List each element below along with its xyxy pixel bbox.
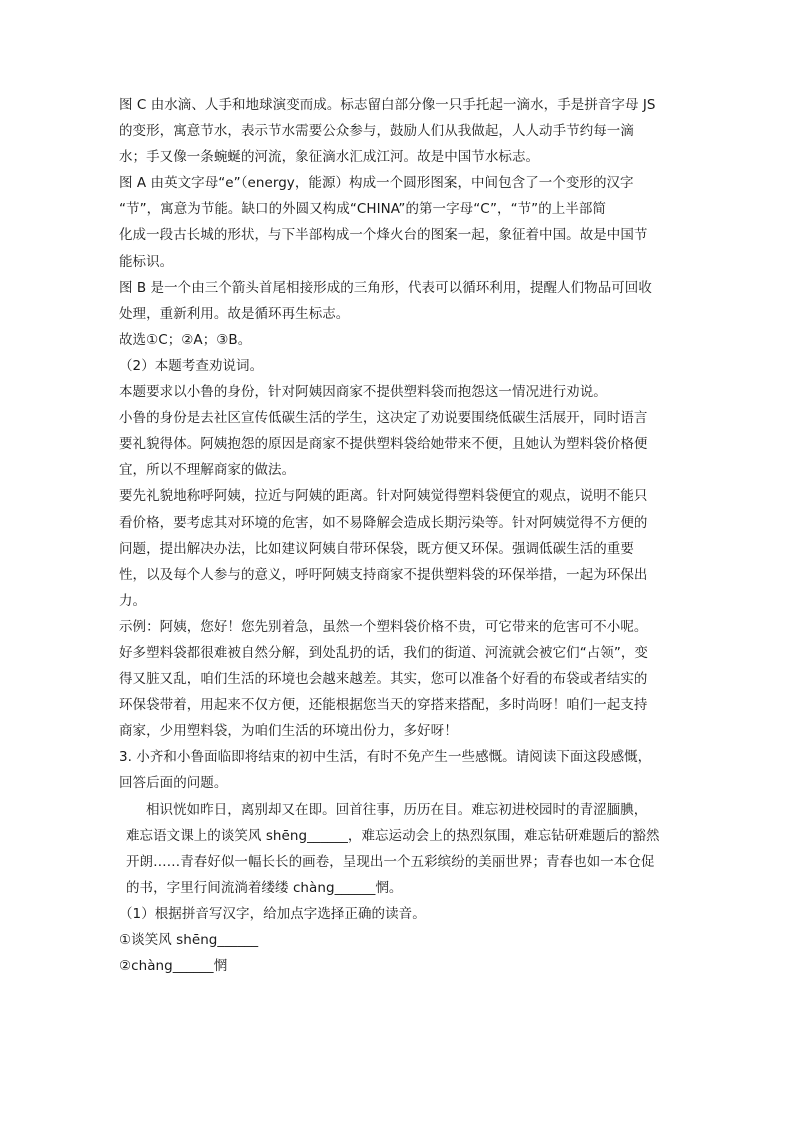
passage-line: 的书，字里行间流淌着缕缕 chàng______惘。: [126, 879, 403, 896]
example-line: 示例：阿姨，您好！您先别着急，虽然一个塑料袋价格不贵，可它带来的危害可不小呢。: [119, 618, 648, 635]
paragraph-line: 要礼貌得体。阿姨抱怨的原因是商家不提供塑料袋给她带来不便，且她认为塑料袋价格便: [119, 436, 648, 453]
paragraph-line: 问题，提出解决办法，比如建议阿姨自带环保袋，既方便又环保。强调低碳生活的重要: [119, 540, 634, 557]
paragraph-line: 要先礼貌地称呼阿姨，拉近与阿姨的距离。针对阿姨觉得塑料袋便宜的观点，说明不能只: [119, 488, 648, 505]
question-heading: （2）本题考查劝说词。: [119, 357, 264, 374]
paragraph-line: 的变形，寓意节水，表示节水需要公众参与，鼓励人们从我做起，人人动手节约每一滴: [119, 123, 634, 140]
paragraph-line: “节”，寓意为节能。缺口的外圆又构成“CHINA”的第一字母“C”，“节”的上半部简: [119, 201, 606, 218]
paragraph-line: 宜，所以不理解商家的做法。: [119, 462, 296, 479]
question-heading: 回答后面的问题。: [119, 775, 228, 792]
passage-line: 开朗……青春好似一幅长长的画卷，呈现出一个五彩缤纷的美丽世界；青春也如一本仓促: [126, 853, 655, 870]
paragraph-line: 力。: [119, 592, 147, 609]
answer-line: 故选①C；②A；③B。: [119, 331, 252, 348]
paragraph-line: 能标识。: [119, 253, 174, 270]
paragraph-line: 性，以及每个人参与的意义，呼吁阿姨支持商家不提供塑料袋的环保举措，一起为环保出: [119, 566, 648, 583]
example-line: 得又脏又乱，咱们生活的环境也会越来越差。其实，您可以准备个好看的布袋或者结实的: [119, 671, 648, 688]
question-heading: （1）根据拼音写汉字，给加点字选择正确的读音。: [119, 905, 426, 922]
paragraph-line: 看价格，要考虑其对环境的危害，如不易降解会造成长期污染等。针对阿姨觉得不方便的: [119, 514, 648, 531]
paragraph-line: 化成一段古长城的形状，与下半部构成一个烽火台的图案一起，象征着中国。故是中国节: [119, 227, 648, 244]
paragraph-line: 图 A 由英文字母“e”（energy，能源）构成一个圆形图案，中间包含了一个变形的汉字: [119, 175, 634, 192]
passage-line: 难忘语文课上的谈笑风 shēng______，难忘运动会上的热烈氛围，难忘钻研难题后的豁然: [126, 827, 660, 844]
paragraph-line: 处理，重新利用。故是循环再生标志。: [119, 305, 350, 322]
paragraph-line: 水；手又像一条蜿蜒的河流，象征滴水汇成江河。故是中国节水标志。: [119, 149, 540, 166]
paragraph-line: 本题要求以小鲁的身份，针对阿姨因商家不提供塑料袋而抱怨这一情况进行劝说。: [119, 384, 607, 401]
passage-line: 相识恍如昨日，离别却又在即。回首往事，历历在目。难忘初进校园时的青涩腼腆，: [146, 801, 648, 818]
paragraph-line: 图 B 是一个由三个箭头首尾相接形成的三角形，代表可以循环利用，提醒人们物品可回收: [119, 279, 652, 296]
paragraph-line: 图 C 由水滴、人手和地球演变而成。标志留白部分像一只手托起一滴水，手是拼音字母 JS: [119, 97, 656, 113]
question-heading: 3. 小齐和小鲁面临即将结束的初中生活，有时不免产生一些感慨。请阅读下面这段感慨，: [119, 749, 652, 766]
example-line: 商家，少用塑料袋，为咱们生活的环境出份力，多好呀！: [119, 723, 458, 740]
example-line: 好多塑料袋都很难被自然分解，到处乱扔的话，我们的街道、河流就会被它们“占领”，变: [119, 644, 648, 661]
fill-in-blank: ②chàng______惘: [119, 958, 228, 975]
fill-in-blank: ①谈笑风 shēng______: [119, 932, 259, 948]
example-line: 环保袋带着，用起来不仅方便，还能根据您当天的穿搭来搭配，多时尚呀！咱们一起支持: [119, 697, 648, 714]
document-body: [119, 92, 679, 979]
paragraph-line: 小鲁的身份是去社区宣传低碳生活的学生，这决定了劝说要围绕低碳生活展开，同时语言: [119, 410, 648, 427]
